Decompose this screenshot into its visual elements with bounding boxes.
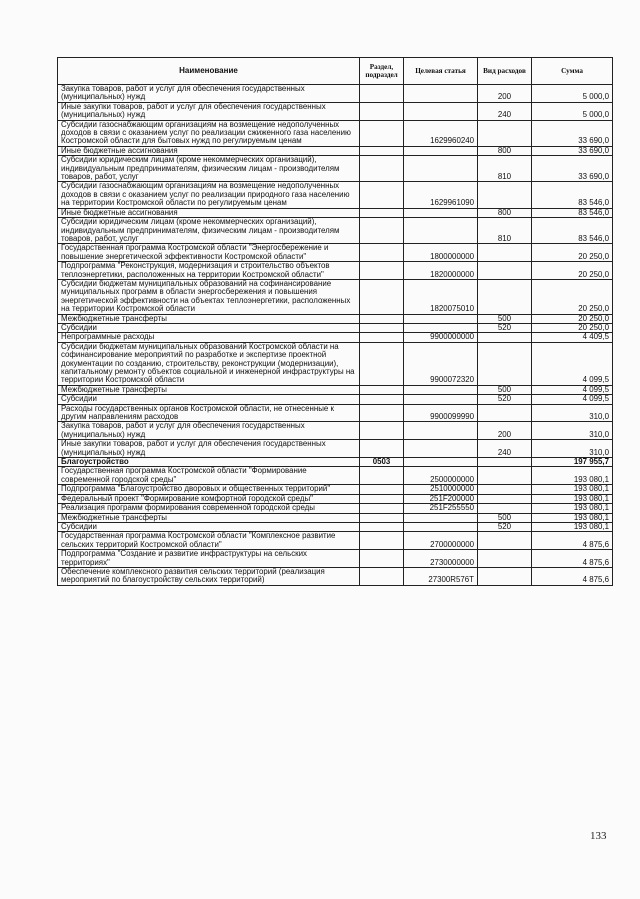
cell-sum: 193 080,1 [532, 513, 613, 522]
table-row [58, 333, 613, 342]
cell-sum: 4 099,5 [532, 395, 613, 404]
table-row [58, 467, 613, 485]
table-row [58, 550, 613, 568]
cell-sum: 83 546,0 [532, 182, 613, 208]
cell-sum: 4 099,5 [532, 385, 613, 394]
cell-article [404, 422, 478, 440]
header-sum: Сумма [532, 58, 613, 85]
cell-section [360, 550, 404, 568]
cell-section [360, 156, 404, 182]
cell-section [360, 513, 404, 522]
cell-type: 810 [478, 218, 532, 244]
header-section: Раздел, подраздел [360, 58, 404, 85]
cell-sum: 193 080,1 [532, 494, 613, 503]
cell-sum: 197 955,7 [532, 458, 613, 467]
cell-sum: 4 875,6 [532, 567, 613, 585]
cell-section: 0503 [360, 458, 404, 467]
cell-sum: 193 080,1 [532, 522, 613, 531]
table-row [58, 262, 613, 280]
cell-article: 1820000000 [404, 262, 478, 280]
cell-sum: 20 250,0 [532, 262, 613, 280]
cell-section [360, 279, 404, 314]
cell-article: 1820075010 [404, 279, 478, 314]
table-header-row [58, 58, 613, 85]
cell-type [478, 485, 532, 494]
cell-article: 9900099990 [404, 404, 478, 422]
cell-article: 9900000000 [404, 333, 478, 342]
table-row [58, 314, 613, 323]
cell-type: 810 [478, 156, 532, 182]
table-row [58, 218, 613, 244]
cell-sum: 83 546,0 [532, 208, 613, 217]
cell-section [360, 102, 404, 120]
cell-section [360, 244, 404, 262]
cell-section [360, 333, 404, 342]
cell-name: Межбюджетные трансферты [58, 385, 360, 394]
table-row [58, 244, 613, 262]
cell-section [360, 314, 404, 323]
cell-article [404, 218, 478, 244]
cell-article: 2700000000 [404, 532, 478, 550]
cell-article: 2510000000 [404, 485, 478, 494]
cell-type [478, 504, 532, 513]
cell-name: Субсидии бюджетам муниципальных образований Костромской области на софинансирование мероприятий по разработке и экспертизе проектной документации по созданию, строительству, реконструкции (модернизации), капитальному ремонту объектов социальной и инженерной инфраструктуры на территории Костромской области [58, 342, 360, 385]
cell-article: 1800000000 [404, 244, 478, 262]
table-row [58, 567, 613, 585]
cell-name: Закупка товаров, работ и услуг для обеспечения государственных (муниципальных) нужд [58, 85, 360, 103]
table-row [58, 395, 613, 404]
cell-sum: 4 875,6 [532, 550, 613, 568]
cell-section [360, 567, 404, 585]
cell-name: Субсидии газоснабжающим организациям на возмещение недополученных доходов в связи с оказанием услуг по реализации сжиженного газа населению Костромской области для бытовых нужд по регулируемым ценам [58, 120, 360, 146]
table-row [58, 422, 613, 440]
table-row [58, 532, 613, 550]
cell-sum: 5 000,0 [532, 102, 613, 120]
cell-type: 500 [478, 513, 532, 522]
cell-sum: 20 250,0 [532, 323, 613, 332]
table-row [58, 513, 613, 522]
cell-article [404, 85, 478, 103]
page-number: 133 [590, 830, 607, 842]
cell-type: 800 [478, 208, 532, 217]
cell-article [404, 513, 478, 522]
cell-section [360, 504, 404, 513]
cell-sum: 310,0 [532, 440, 613, 458]
cell-name: Субсидии юридическим лицам (кроме некоммерческих организаций), индивидуальным предпринимателям, физическим лицам - производителям товаров, работ, услуг [58, 218, 360, 244]
cell-type: 240 [478, 102, 532, 120]
cell-type [478, 494, 532, 503]
cell-name: Субсидии бюджетам муниципальных образований на софинансирование муниципальных программ в области энергосбережения и повышения энергетической эффективности на объектах теплоэнергетики, расположенных на территории Костромской области [58, 279, 360, 314]
cell-name: Подпрограмма "Благоустройство дворовых и общественных территорий" [58, 485, 360, 494]
cell-name: Иные закупки товаров, работ и услуг для обеспечения государственных (муниципальных) нужд [58, 102, 360, 120]
cell-article [404, 314, 478, 323]
cell-name: Субсидии [58, 522, 360, 531]
cell-type: 500 [478, 385, 532, 394]
cell-type [478, 567, 532, 585]
cell-type: 500 [478, 314, 532, 323]
cell-name: Иные бюджетные ассигнования [58, 208, 360, 217]
cell-section [360, 182, 404, 208]
table-row [58, 440, 613, 458]
cell-sum: 4 099,5 [532, 342, 613, 385]
cell-article [404, 146, 478, 155]
table-row [58, 85, 613, 103]
cell-name: Государственная программа Костромской области "Комплексное развитие сельских территорий Костромской области" [58, 532, 360, 550]
cell-type [478, 120, 532, 146]
cell-sum: 20 250,0 [532, 314, 613, 323]
cell-section [360, 323, 404, 332]
cell-sum: 310,0 [532, 404, 613, 422]
table-row [58, 342, 613, 385]
cell-type: 200 [478, 422, 532, 440]
cell-section [360, 485, 404, 494]
cell-type [478, 244, 532, 262]
cell-type [478, 342, 532, 385]
cell-name: Подпрограмма "Реконструкция, модернизация и строительство объектов теплоэнергетики, расположенных на территории Костромской области" [58, 262, 360, 280]
table-row [58, 182, 613, 208]
table-row [58, 120, 613, 146]
cell-section [360, 467, 404, 485]
cell-type [478, 532, 532, 550]
cell-section [360, 440, 404, 458]
cell-type: 520 [478, 522, 532, 531]
cell-sum: 33 690,0 [532, 146, 613, 155]
cell-section [360, 85, 404, 103]
cell-section [360, 262, 404, 280]
cell-type: 800 [478, 146, 532, 155]
table-row [58, 156, 613, 182]
table-row [58, 279, 613, 314]
table-row [58, 504, 613, 513]
cell-sum: 20 250,0 [532, 244, 613, 262]
cell-article [404, 440, 478, 458]
cell-type [478, 467, 532, 485]
cell-sum: 20 250,0 [532, 279, 613, 314]
cell-type: 520 [478, 395, 532, 404]
cell-section [360, 522, 404, 531]
cell-sum: 4 409,5 [532, 333, 613, 342]
cell-article: 2730000000 [404, 550, 478, 568]
cell-article: 251F255550 [404, 504, 478, 513]
cell-type [478, 550, 532, 568]
header-article: Целевая статья [404, 58, 478, 85]
cell-sum: 33 690,0 [532, 120, 613, 146]
cell-name: Расходы государственных органов Костромской области, не отнесенные к другим направлениям расходов [58, 404, 360, 422]
cell-article [404, 385, 478, 394]
cell-type [478, 458, 532, 467]
cell-article: 2500000000 [404, 467, 478, 485]
cell-name: Субсидии [58, 323, 360, 332]
table-body [58, 85, 613, 586]
cell-type: 240 [478, 440, 532, 458]
cell-article [404, 208, 478, 217]
table-row [58, 485, 613, 494]
cell-article: 1629960240 [404, 120, 478, 146]
cell-sum: 5 000,0 [532, 85, 613, 103]
cell-name: Субсидии газоснабжающим организациям на возмещение недополученных доходов в связи с оказанием услуг по реализации природного газа населению на территории Костромской области по регулируемым ценам [58, 182, 360, 208]
cell-section [360, 494, 404, 503]
cell-type: 200 [478, 85, 532, 103]
table-row [58, 404, 613, 422]
cell-article: 9900072320 [404, 342, 478, 385]
cell-type [478, 182, 532, 208]
cell-article: 27300R576T [404, 567, 478, 585]
cell-article: 1629961090 [404, 182, 478, 208]
cell-sum: 83 546,0 [532, 218, 613, 244]
header-type: Вид расходов [478, 58, 532, 85]
cell-article [404, 522, 478, 531]
cell-name: Непрограммные расходы [58, 333, 360, 342]
cell-type [478, 262, 532, 280]
cell-name: Подпрограмма "Создание и развитие инфраструктуры на сельских территориях" [58, 550, 360, 568]
cell-section [360, 532, 404, 550]
cell-article: 251F200000 [404, 494, 478, 503]
cell-name: Государственная программа Костромской области "Формирование современной городской среды" [58, 467, 360, 485]
cell-name: Реализация программ формирования современной городской среды [58, 504, 360, 513]
cell-type: 520 [478, 323, 532, 332]
cell-sum: 33 690,0 [532, 156, 613, 182]
cell-article [404, 395, 478, 404]
cell-section [360, 146, 404, 155]
budget-table [57, 57, 613, 586]
cell-name: Субсидии юридическим лицам (кроме некоммерческих организаций), индивидуальным предпринимателям, физическим лицам - производителям товаров, работ, услуг [58, 156, 360, 182]
cell-sum: 310,0 [532, 422, 613, 440]
cell-name: Межбюджетные трансферты [58, 513, 360, 522]
cell-name: Иные бюджетные ассигнования [58, 146, 360, 155]
cell-section [360, 208, 404, 217]
cell-name: Государственная программа Костромской области "Энергосбережение и повышение энергетической эффективности Костромской области" [58, 244, 360, 262]
cell-sum: 193 080,1 [532, 467, 613, 485]
cell-name: Обеспечение комплексного развития сельских территорий (реализация мероприятий по благоустройству сельских территорий) [58, 567, 360, 585]
header-name: Наименование [58, 58, 360, 85]
cell-section [360, 342, 404, 385]
cell-name: Федеральный проект "Формирование комфортной городской среды" [58, 494, 360, 503]
cell-type [478, 279, 532, 314]
cell-name: Иные закупки товаров, работ и услуг для обеспечения государственных (муниципальных) нужд [58, 440, 360, 458]
cell-type [478, 333, 532, 342]
cell-name: Благоустройство [58, 458, 360, 467]
cell-type [478, 404, 532, 422]
table-row [58, 102, 613, 120]
cell-article [404, 102, 478, 120]
cell-section [360, 404, 404, 422]
cell-name: Межбюджетные трансферты [58, 314, 360, 323]
cell-section [360, 120, 404, 146]
cell-sum: 193 080,1 [532, 504, 613, 513]
cell-section [360, 422, 404, 440]
cell-section [360, 218, 404, 244]
cell-name: Субсидии [58, 395, 360, 404]
table-row [58, 385, 613, 394]
cell-name: Закупка товаров, работ и услуг для обеспечения государственных (муниципальных) нужд [58, 422, 360, 440]
cell-sum: 4 875,6 [532, 532, 613, 550]
cell-article [404, 458, 478, 467]
cell-article [404, 156, 478, 182]
cell-sum: 193 080,1 [532, 485, 613, 494]
cell-section [360, 395, 404, 404]
cell-section [360, 385, 404, 394]
